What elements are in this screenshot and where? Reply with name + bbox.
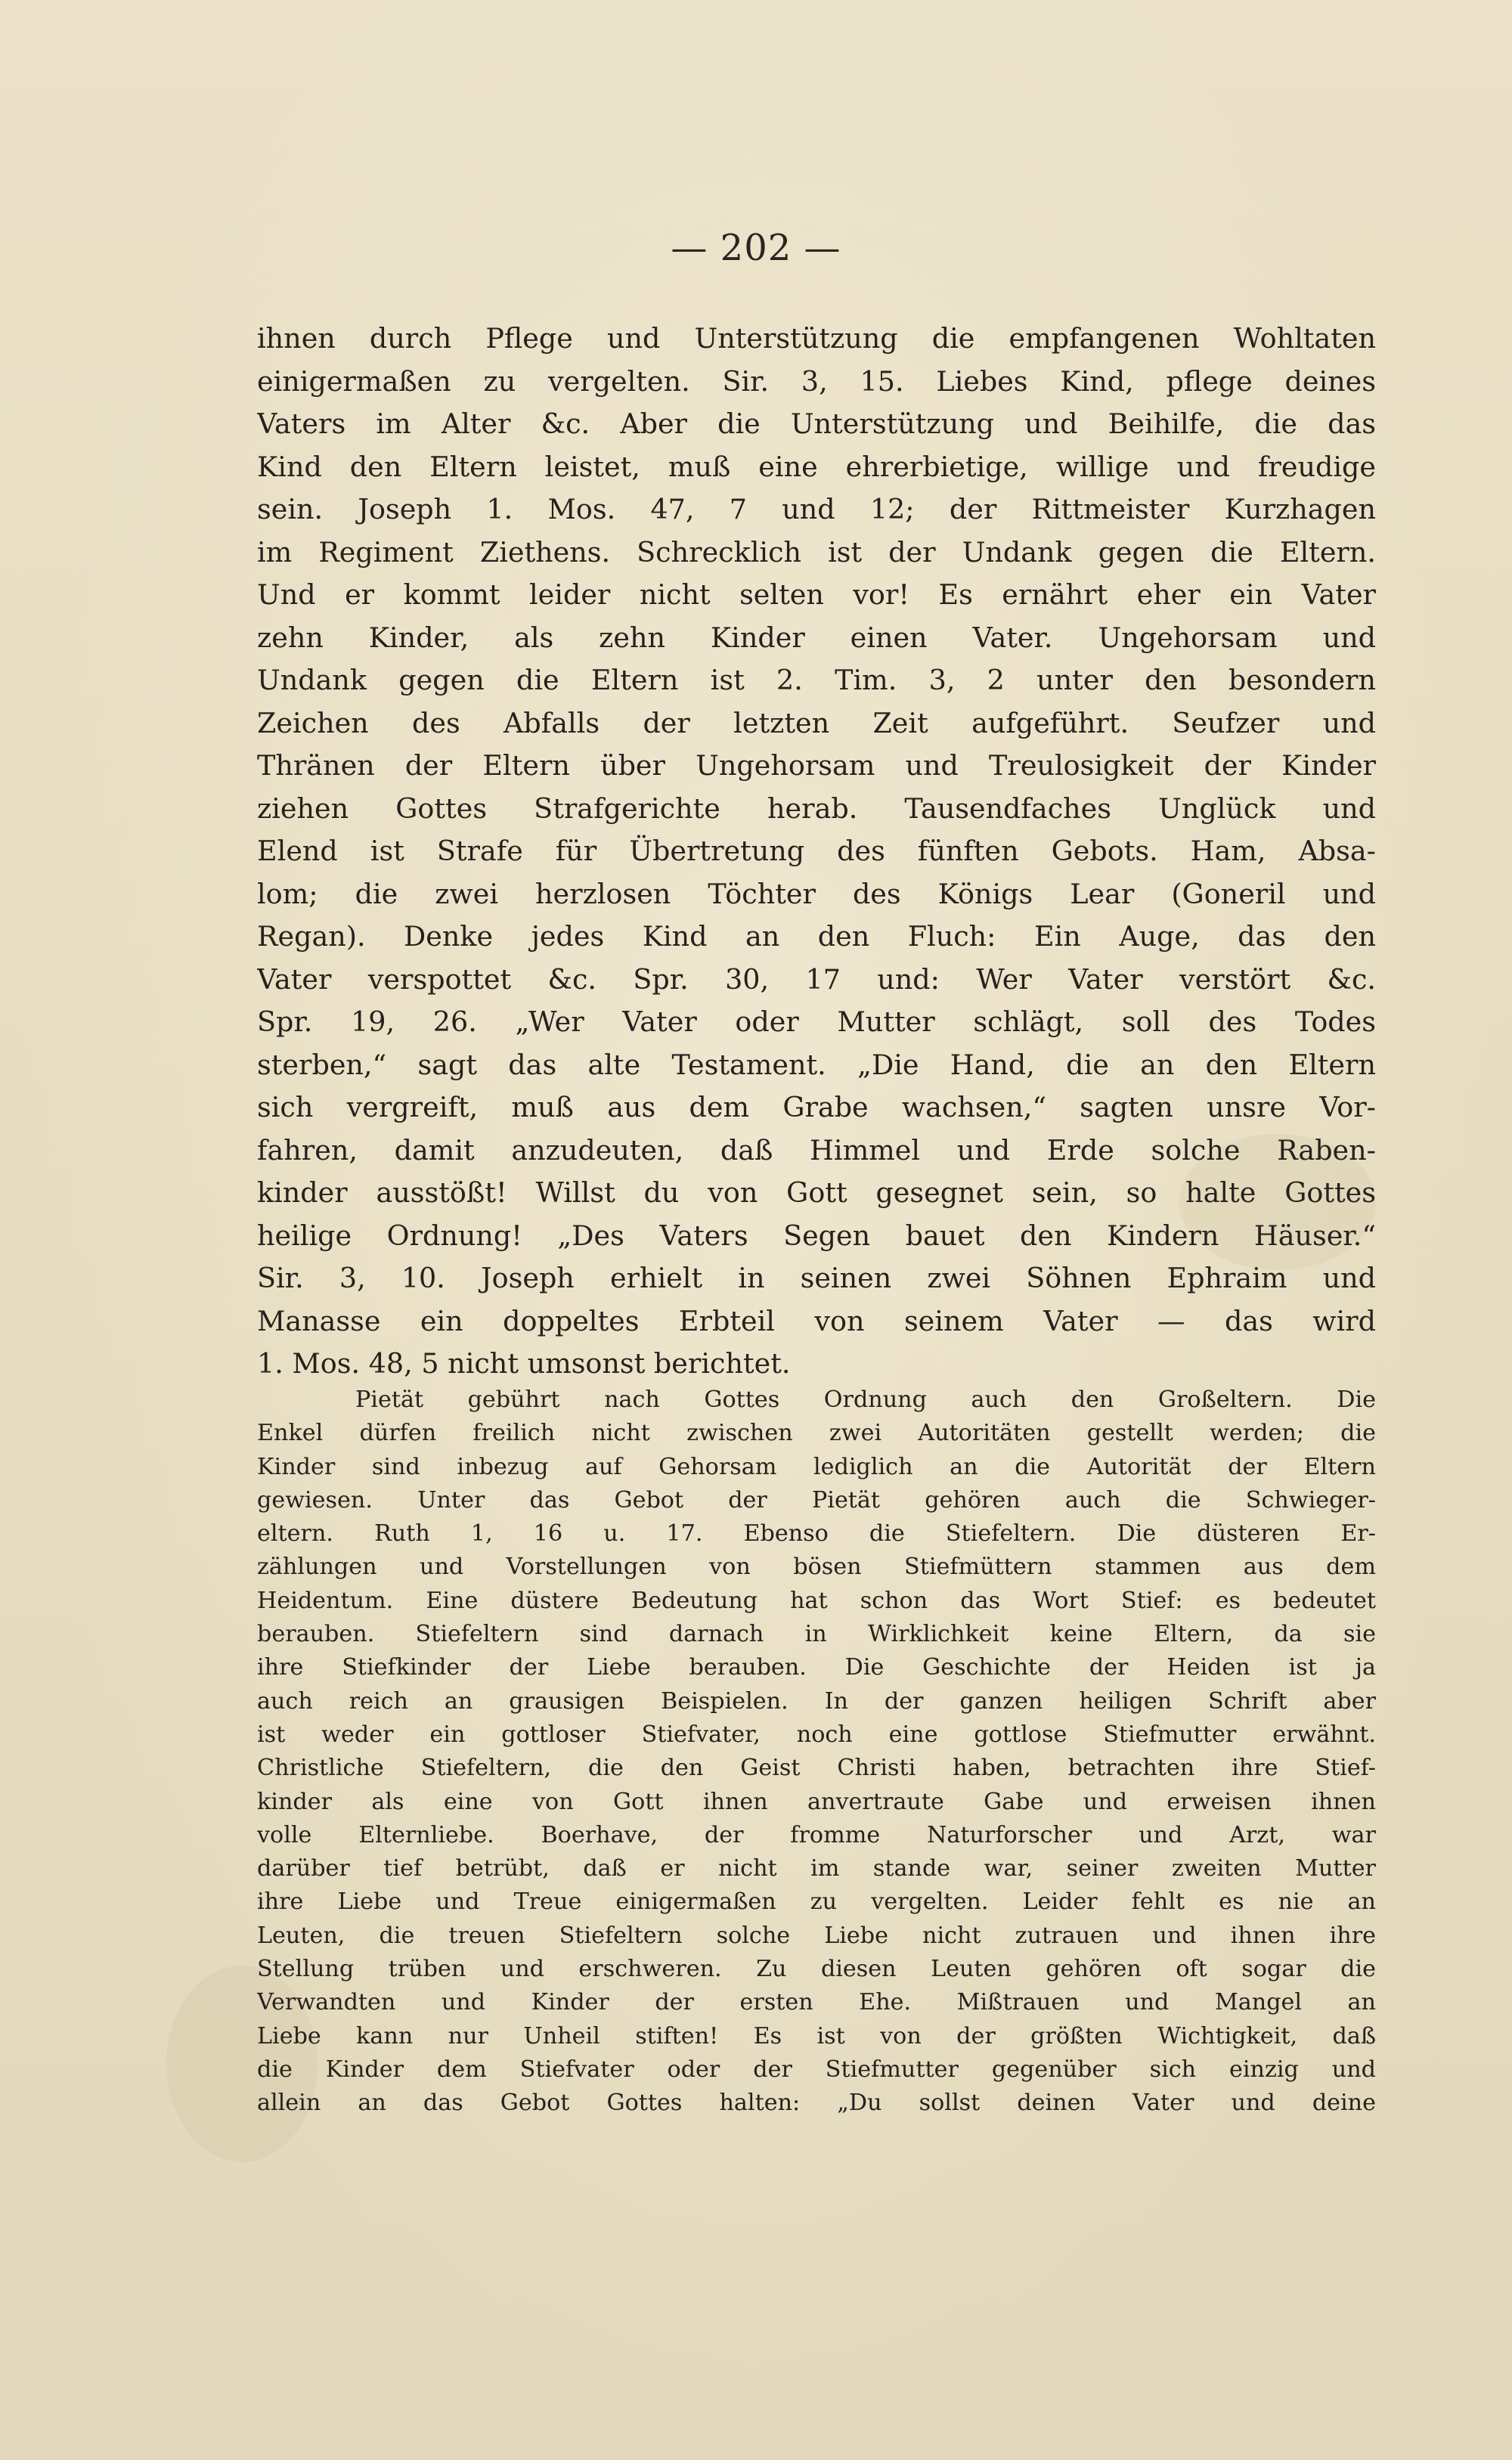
text-line: die Kinder dem Stiefvater oder der Stiefmutter gegenüber sich einzig und [257, 2056, 1376, 2083]
text-line: ihre Liebe und Treue einigermaßen zu vergelten. Leider fehlt es nie an [257, 1888, 1376, 1916]
text-line: heilige Ordnung! „Des Vaters Segen bauet den Kindern Häuser.“ [257, 1219, 1376, 1252]
text-line: Elend ist Strafe für Übertretung des fünften Gebots. Ham, Absa- [257, 835, 1376, 867]
text-line: einigermaßen zu vergelten. Sir. 3, 15. Liebes Kind, pflege deines [257, 364, 1376, 398]
text-line: allein an das Gebot Gottes halten: „Du sollst deinen Vater und deine [257, 2090, 1376, 2117]
text-line: Kinder sind inbezug auf Gehorsam lediglich an die Autorität der Eltern [257, 1453, 1376, 1480]
text-line: Thränen der Eltern über Ungehorsam und Treulosigkeit der Kinder [257, 749, 1376, 782]
secondary-paragraph [257, 1383, 1376, 2121]
text-line: Und er kommt leider nicht selten vor! Es ernährt eher ein Vater [257, 578, 1376, 611]
text-line: Manasse ein doppeltes Erbteil von seinem Vater — das wird [257, 1304, 1376, 1337]
text-line: kinder als eine von Gott ihnen anvertraute Gabe und erweisen ihnen [257, 1788, 1376, 1815]
text-line: Heidentum. Eine düstere Bedeutung hat schon das Wort Stief: es bedeutet [257, 1587, 1376, 1614]
text-line: sein. Joseph 1. Mos. 47, 7 und 12; der Rittmeister Kurzhagen [257, 493, 1376, 525]
text-line: Liebe kann nur Unheil stiften! Es ist von der größten Wichtigkeit, daß [257, 2022, 1376, 2049]
text-line: kinder ausstößt! Willst du von Gott gesegnet sein, so halte Gottes [257, 1176, 1376, 1209]
text-line: lom; die zwei herzlosen Töchter des Königs Lear (Goneril und [257, 877, 1376, 910]
text-line: Stellung trüben und erschweren. Zu diesen Leuten gehören oft sogar die [257, 1956, 1376, 1983]
text-line: gewiesen. Unter das Gebot der Pietät gehören auch die Schwieger- [257, 1486, 1376, 1513]
text-line: Undank gegen die Eltern ist 2. Tim. 3, 2 unter den besondern [257, 664, 1376, 696]
text-line: Enkel dürfen freilich nicht zwischen zwei Autoritäten gestellt werden; die [257, 1420, 1376, 1447]
text-line: Vater verspottet &c. Spr. 30, 17 und: Wer Vater verstört &c. [257, 962, 1376, 996]
text-line: sich vergreift, muß aus dem Grabe wachsen,“ sagten unsre Vor- [257, 1091, 1376, 1123]
text-line: ziehen Gottes Strafgerichte herab. Tausendfaches Unglück und [257, 792, 1376, 825]
text-line: 1. Mos. 48, 5 nicht umsonst berichtet. [257, 1347, 791, 1380]
main-paragraph [257, 318, 1376, 1386]
text-line: fahren, damit anzudeuten, daß Himmel und Erde solche Raben- [257, 1133, 1376, 1166]
text-line: Christliche Stiefeltern, die den Geist Christi haben, betrachten ihre Stief- [257, 1755, 1376, 1782]
text-line: ihnen durch Pflege und Unterstützung die empfangenen Wohltaten [257, 322, 1376, 355]
text-line: Verwandten und Kinder der ersten Ehe. Mißtrauen und Mangel an [257, 1989, 1376, 2016]
text-line: Kind den Eltern leistet, muß eine ehrerbietige, willige und freudige [257, 450, 1376, 483]
text-line: Pietät gebührt nach Gottes Ordnung auch den Großeltern. Die [355, 1386, 1376, 1413]
text-line: darüber tief betrübt, daß er nicht im stande war, seiner zweiten Mutter [257, 1855, 1376, 1882]
text-line: berauben. Stiefeltern sind darnach in Wirklichkeit keine Eltern, da sie [257, 1621, 1376, 1648]
page-number: — 202 — [671, 227, 841, 269]
text-line: im Regiment Ziethens. Schrecklich ist der Undank gegen die Eltern. [257, 535, 1376, 569]
text-line: eltern. Ruth 1, 16 u. 17. Ebenso die Stiefeltern. Die düsteren Er- [257, 1520, 1376, 1548]
text-line: ist weder ein gottloser Stiefvater, noch eine gottlose Stiefmutter erwähnt. [257, 1721, 1376, 1748]
text-line: zählungen und Vorstellungen von bösen Stiefmüttern stammen aus dem [257, 1554, 1376, 1581]
text-line: Leuten, die treuen Stiefeltern solche Liebe nicht zutrauen und ihnen ihre [257, 1922, 1376, 1949]
text-line: auch reich an grausigen Beispielen. In der ganzen heiligen Schrift aber [257, 1687, 1376, 1715]
text-line: zehn Kinder, als zehn Kinder einen Vater. Ungehorsam und [257, 621, 1376, 654]
text-line: Spr. 19, 26. „Wer Vater oder Mutter schlägt, soll des Todes [257, 1005, 1376, 1038]
text-line: volle Elternliebe. Boerhave, der fromme Naturforscher und Arzt, war [257, 1821, 1376, 1848]
text-line: Sir. 3, 10. Joseph erhielt in seinen zwei Söhnen Ephraim und [257, 1262, 1376, 1294]
text-line: Regan). Denke jedes Kind an den Fluch: Ein Auge, das den [257, 920, 1376, 953]
text-line: ihre Stiefkinder der Liebe berauben. Die Geschichte der Heiden ist ja [257, 1654, 1376, 1681]
text-line: Vaters im Alter &c. Aber die Unterstützung und Beihilfe, die das [257, 407, 1376, 440]
text-line: sterben,“ sagt das alte Testament. „Die Hand, die an den Eltern [257, 1048, 1376, 1081]
text-line: Zeichen des Abfalls der letzten Zeit aufgeführt. Seufzer und [257, 706, 1376, 739]
